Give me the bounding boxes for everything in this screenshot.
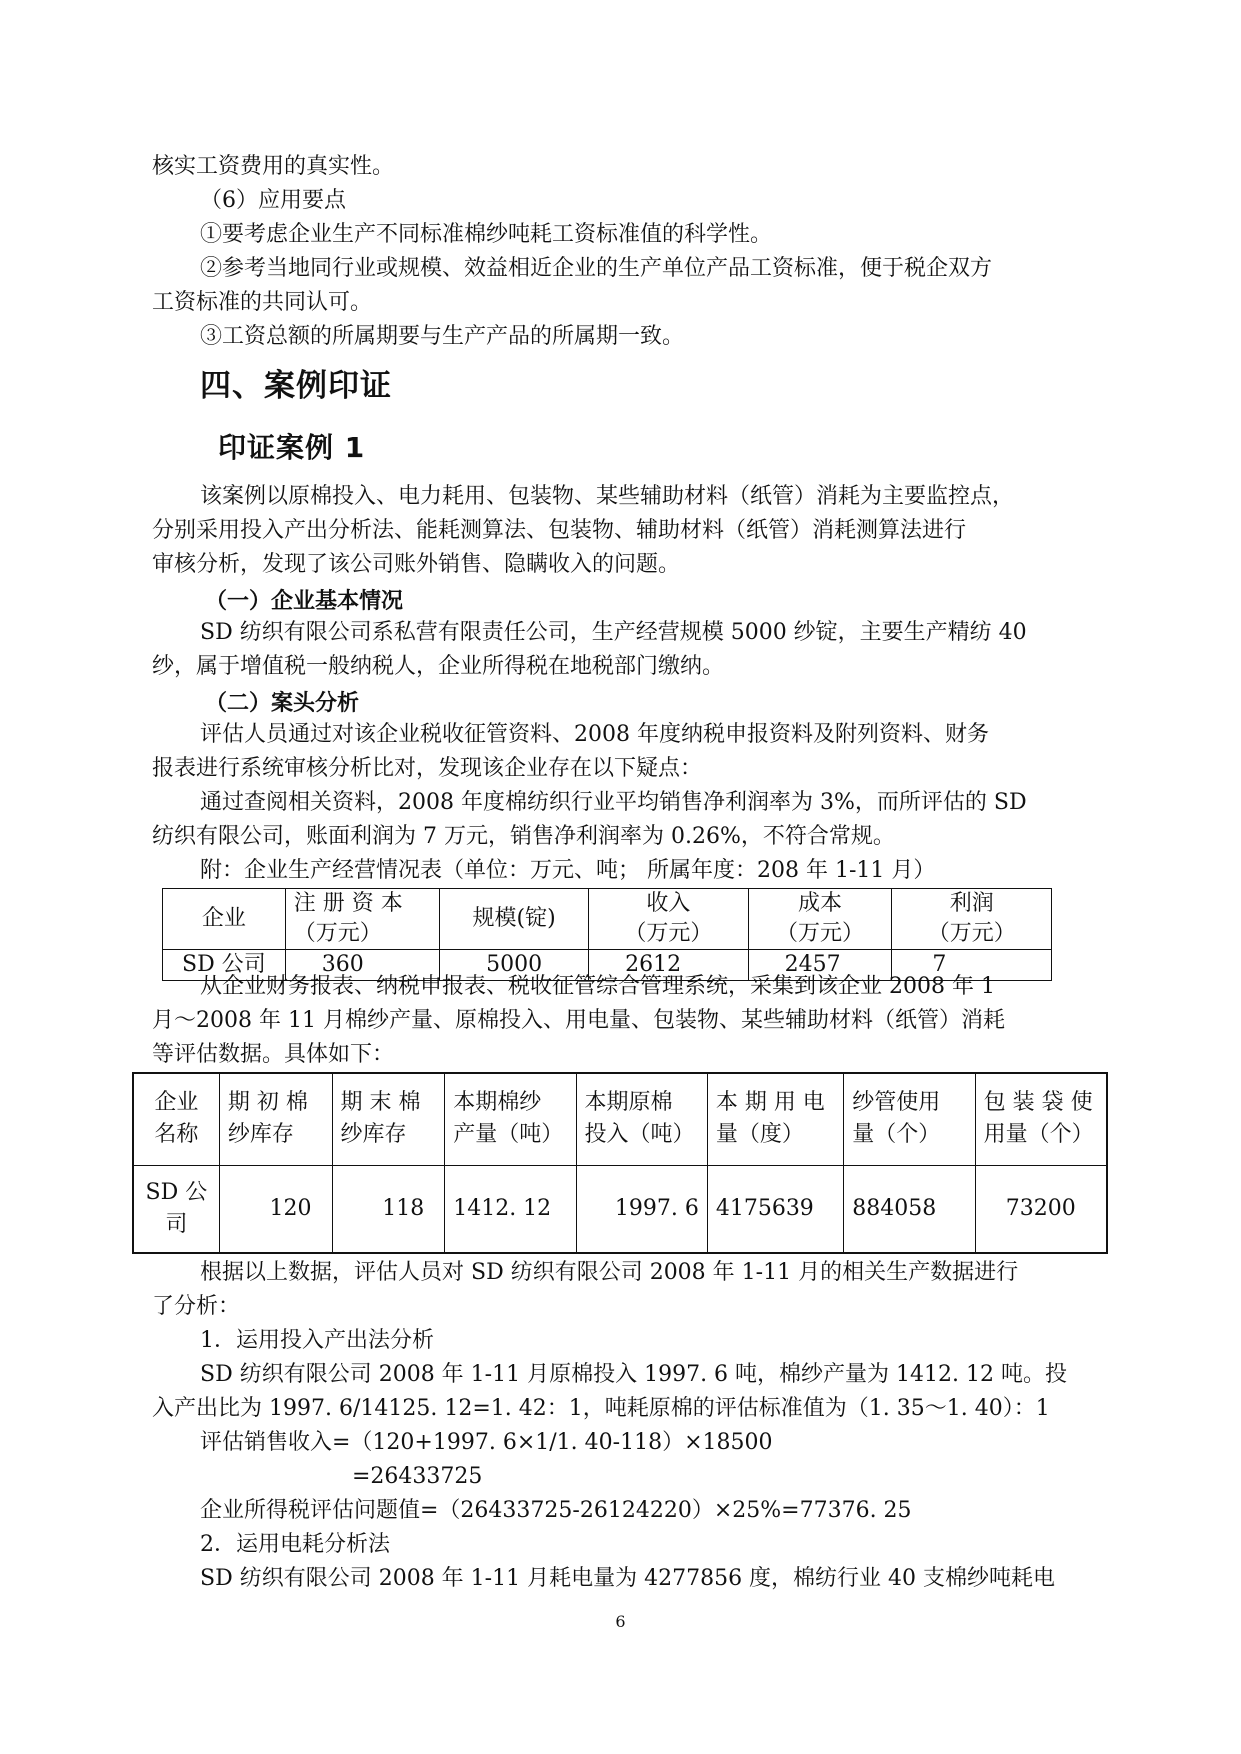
analysis-text-line: 入产出比为 1997. 6/14125. 12=1. 42：1，吨耗原棉的评估标准值为（1. 35～1. 40）：1	[152, 1396, 1050, 1421]
text-line: ②参考当地同行业或规模、效益相近企业的生产单位产品工资标准，便于税企双方	[200, 256, 993, 281]
table-header-row	[163, 889, 1052, 950]
header-line: 产量（吨）	[453, 1122, 564, 1148]
intro-line: 分别采用投入产出分析法、能耗测算法、包装物、辅助材料（纸管）消耗测算法进行	[152, 518, 967, 543]
header-line: 纱库存	[340, 1122, 407, 1148]
table-row	[133, 1165, 1107, 1253]
basic-info-line: SD 纺织有限公司系私营有限责任公司，生产经营规模 5000 纱锭，主要生产精纺 40	[200, 620, 1027, 645]
header-cost	[748, 889, 892, 950]
operations-table	[162, 888, 1052, 981]
table1-caption: 附：企业生产经营情况表（单位：万元、吨； 所属年度：208 年 1-11 月）	[200, 858, 936, 883]
cell-scale: 5000	[440, 950, 589, 981]
collect-line: 月～2008 年 11 月棉纱产量、原棉投入、用电量、包装物、某些辅助材料（纸管）消耗	[152, 1008, 1005, 1033]
text-line: 工资标准的共同认可。	[152, 290, 373, 315]
analysis-line: 报表进行系统审核分析比对，发现该企业存在以下疑点：	[152, 756, 703, 781]
cell-bags: 73200	[975, 1165, 1107, 1253]
basic-info-line: 纱，属于增值税一般纳税人，企业所得税在地税部门缴纳。	[152, 654, 725, 679]
collect-line: 从企业财务报表、纳税申报表、税收征管综合管理系统，采集到该企业 2008 年 1	[200, 974, 995, 999]
header-income-unit: （万元）	[624, 921, 713, 946]
production-data-table	[132, 1072, 1108, 1254]
text-line: ①要考虑企业生产不同标准棉纱吨耗工资标准值的科学性。	[200, 222, 773, 247]
formula-result: =26433725	[352, 1464, 483, 1489]
header-line: 名称	[154, 1122, 199, 1148]
header-line: 纱管使用	[852, 1090, 941, 1116]
analysis-line: 通过查阅相关资料，2008 年度棉纺织行业平均销售净利润率为 3%，而所评估的 SD	[200, 790, 1027, 815]
method-heading: 2．运用电耗分析法	[200, 1532, 390, 1557]
method-heading: 1．运用投入产出法分析	[200, 1328, 434, 1353]
cell-cotton-input: 1997. 6	[576, 1165, 707, 1253]
intro-line: 该案例以原棉投入、电力耗用、包装物、某些辅助材料（纸管）消耗为主要监控点，	[200, 484, 1015, 509]
header-profit	[892, 889, 1052, 950]
header-company-name	[133, 1073, 219, 1165]
formula-line: 企业所得税评估问题值=（26433725-26124220）×25%=77376. 25	[200, 1498, 912, 1523]
header-line: 期 末 棉	[340, 1090, 421, 1116]
header-company: 企业	[163, 889, 286, 950]
section-heading: 四、案例印证	[200, 368, 392, 404]
header-cost-unit: （万元）	[776, 921, 865, 946]
header-capital-line: 注 册 资 本	[293, 891, 403, 916]
header-profit-line: 利润	[949, 891, 994, 916]
text-line: ③工资总额的所属期要与生产产品的所属期一致。	[200, 324, 685, 349]
collect-line: 等评估数据。具体如下：	[152, 1042, 395, 1067]
header-line: 包 装 袋 使	[983, 1090, 1093, 1116]
header-electricity	[707, 1073, 843, 1165]
cell-capital: 360	[285, 950, 439, 981]
text-line: 核实工资费用的真实性。	[152, 154, 395, 179]
cell-cost: 2457	[748, 950, 892, 981]
header-line: 量（个）	[852, 1122, 941, 1148]
cell-output: 1412. 12	[445, 1165, 576, 1253]
analysis-line: 评估人员通过对该企业税收征管资料、2008 年度纳税申报资料及附列资料、财务	[200, 722, 989, 747]
header-cotton-input	[576, 1073, 707, 1165]
header-line: 纱库存	[227, 1122, 294, 1148]
header-line: 量（度）	[715, 1122, 804, 1148]
header-capital	[285, 889, 439, 950]
header-income-line: 收入	[646, 891, 691, 916]
header-line: 期 初 棉	[227, 1090, 308, 1116]
page-number: 6	[615, 1612, 626, 1631]
cell-electricity: 4175639	[707, 1165, 843, 1253]
header-scale: 规模(锭)	[440, 889, 589, 950]
analysis-text-line: SD 纺织有限公司 2008 年 1-11 月原棉投入 1997. 6 吨，棉纱产量为 1412. 12 吨。投	[200, 1362, 1068, 1387]
header-output	[445, 1073, 576, 1165]
cell-line: SD 公	[145, 1179, 208, 1205]
subheading-basic-info: （一）企业基本情况	[205, 589, 404, 614]
cell-closing-stock: 118	[332, 1165, 445, 1253]
header-line: 本期棉纱	[453, 1090, 542, 1116]
header-profit-unit: （万元）	[927, 921, 1016, 946]
cell-line: 司	[165, 1211, 188, 1237]
cell-tubes: 884058	[844, 1165, 975, 1253]
header-opening-stock	[219, 1073, 332, 1165]
header-bags	[975, 1073, 1107, 1165]
header-line: 企业	[154, 1090, 199, 1116]
cell-company-name	[133, 1165, 219, 1253]
formula-line: 评估销售收入=（120+1997. 6×1/1. 40-118）×18500	[200, 1430, 773, 1455]
cell-income: 2612	[589, 950, 749, 981]
cell-opening-stock: 120	[219, 1165, 332, 1253]
case-heading: 印证案例 1	[218, 431, 366, 464]
analysis-text-line: 根据以上数据，评估人员对 SD 纺织有限公司 2008 年 1-11 月的相关生产数据进行	[200, 1260, 1019, 1285]
table-header-row	[133, 1073, 1107, 1165]
header-closing-stock	[332, 1073, 445, 1165]
analysis-text-line: 了分析：	[152, 1294, 241, 1319]
cell-profit: 7	[892, 950, 1052, 981]
header-income	[589, 889, 749, 950]
header-line: 用量（个）	[983, 1122, 1094, 1148]
analysis-text-line: SD 纺织有限公司 2008 年 1-11 月耗电量为 4277856 度，棉纺行业 40 支棉纱吨耗电	[200, 1566, 1056, 1591]
header-line: 本期原棉	[584, 1090, 673, 1116]
subheading-desk-analysis: （二）案头分析	[205, 691, 360, 716]
header-cost-line: 成本	[798, 891, 843, 916]
intro-line: 审核分析，发现了该公司账外销售、隐瞒收入的问题。	[152, 552, 681, 577]
text-line: （6）应用要点	[200, 188, 346, 213]
header-tubes	[844, 1073, 975, 1165]
analysis-line: 纺织有限公司，账面利润为 7 万元，销售净利润率为 0.26%，不符合常规。	[152, 824, 895, 849]
header-line: 本 期 用 电	[715, 1090, 825, 1116]
header-line: 投入（吨）	[584, 1122, 695, 1148]
cell-company: SD 公司	[163, 950, 286, 981]
header-capital-unit: （万元）	[293, 921, 382, 946]
